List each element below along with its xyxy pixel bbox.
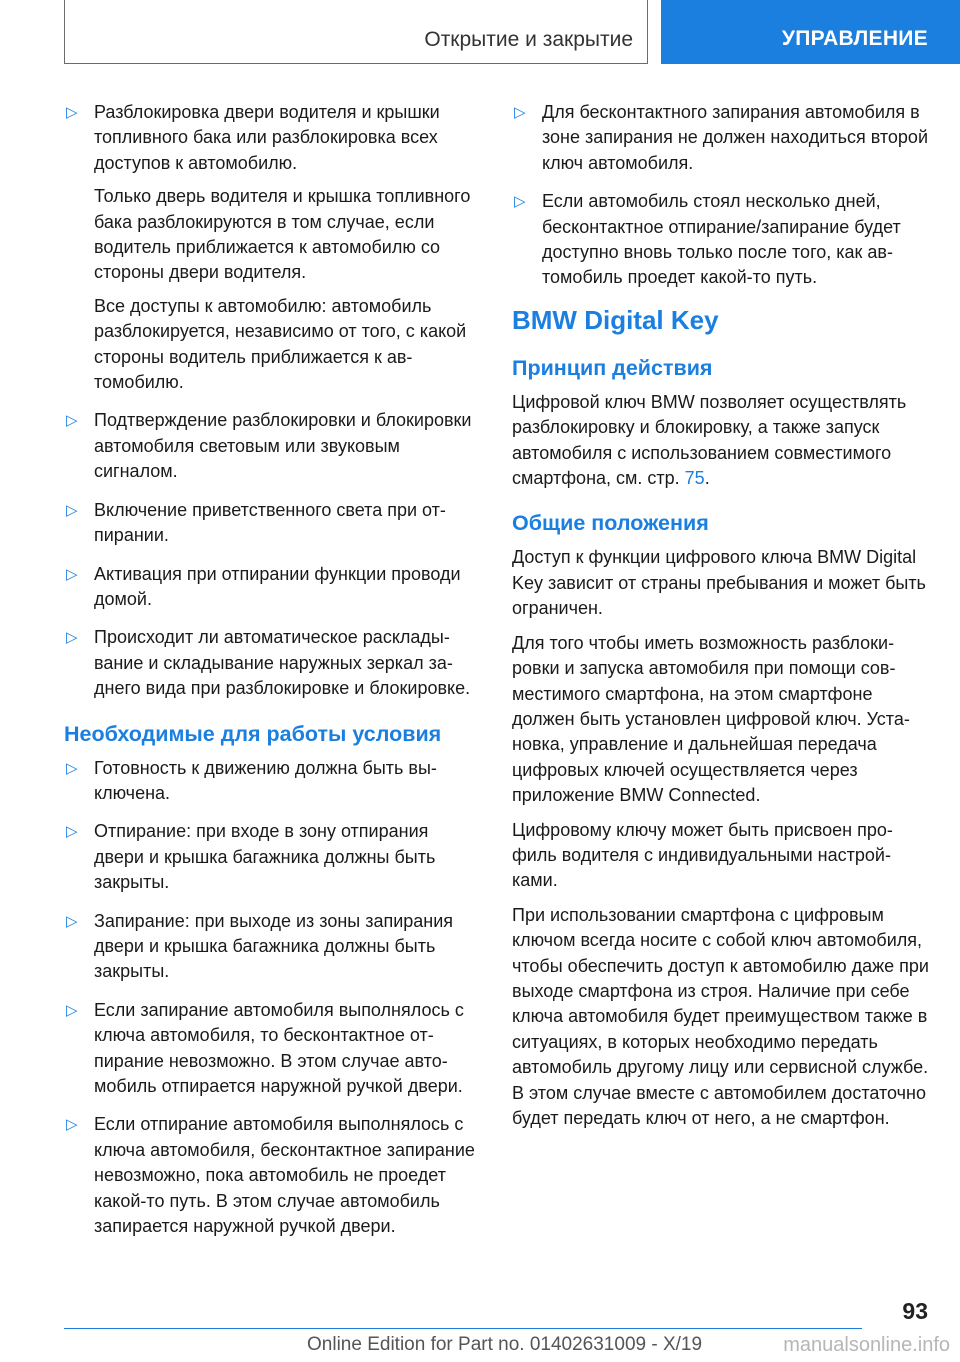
paragraph-text: Цифровой ключ BMW позволяет осуществлять разблокировку и блокировку, а также запуск автомобиля с использованием совместимого смартфона, см. стр.	[512, 391, 907, 489]
page-reference-link[interactable]: 75	[684, 468, 705, 489]
footer-divider	[64, 1328, 862, 1329]
right-column	[512, 100, 930, 1140]
page-number: 93	[902, 1298, 928, 1324]
list-item	[64, 562, 478, 613]
list-item	[512, 100, 930, 176]
list-item	[64, 100, 478, 395]
paragraph: Доступ к функции цифрового ключа BMW Digital Key зависит от страны пребывания и может быть ограничен.	[512, 547, 926, 619]
triangle-bullet-icon: ▷	[66, 412, 78, 430]
paragraph	[512, 390, 930, 492]
list-item	[64, 1112, 478, 1239]
triangle-bullet-icon: ▷	[66, 1116, 78, 1134]
bullet-text: Подтверждение разблокировки и блокировки автомобиля световым или звуковым сигналом.	[94, 410, 472, 482]
paragraph-text-end: .	[704, 468, 710, 489]
bullet-text: Готовность к движению должна быть выключена.	[94, 757, 437, 803]
triangle-bullet-icon: ▷	[66, 759, 78, 777]
list-item	[64, 498, 478, 549]
bullet-text: Для бесконтактного запирания автомобиля в зоне запирания не должен находиться второй ключ автомобиля.	[542, 102, 928, 173]
paragraph: При использовании смартфона с цифровым ключом всегда носите с собой ключ автомобиля, чтобы обеспечить доступ к автомобилю даже при выходе смартфона из строя. Наличие при себе ключа автомобиля будет преимуществом также в ситуациях, в которых необходимо передать автомобиль другому лицу или сервисной службе. В этом случае вместе с автомобилем достаточно будет передать ключ от него, а не смартфон.	[512, 904, 929, 1128]
list-item	[64, 408, 478, 484]
triangle-bullet-icon: ▷	[66, 629, 78, 647]
bullet-text: Разблокировка двери водителя и крышки топливного бака или разблокировка всех доступов к автомобилю.	[94, 102, 440, 173]
watermark: manualsonline.info	[783, 1334, 950, 1356]
bullet-text: Отпирание: при входе в зону отпирания двери и крышка багажника должны быть закрыты.	[94, 821, 436, 893]
header-section-box	[64, 0, 648, 64]
triangle-bullet-icon: ▷	[66, 1001, 78, 1019]
section-title-digital-key: BMW Digital Key	[512, 304, 719, 335]
left-column	[64, 100, 478, 1252]
bullet-text: Запирание: при выходе из зоны запирания двери и крышка багажника должны быть закрыты.	[94, 910, 454, 982]
bullet-text: Все доступы к автомобилю: автомобиль разблокируется, независимо от того, с какой стороны водитель приближается к автомобилю.	[94, 295, 467, 393]
bullet-text: Активация при отпирании функции проводи домой.	[94, 563, 461, 609]
triangle-bullet-icon: ▷	[514, 193, 526, 211]
header-section-title: Открытие и закрытие	[424, 28, 633, 51]
section-heading-conditions: Необходимые для работы условия	[64, 721, 442, 746]
triangle-bullet-icon: ▷	[514, 104, 526, 121]
bullet-text: Если автомобиль стоял несколько дней, бесконтактное отпирание/запирание будет доступно вновь только после того, как автомобиль проедет какой-то путь.	[542, 191, 901, 288]
header-chapter-tab	[661, 0, 960, 64]
edition-footer: Online Edition for Part no. 01402631009 - X/19	[307, 1334, 703, 1355]
subsection-heading-principle: Принцип действия	[512, 355, 713, 380]
triangle-bullet-icon: ▷	[66, 104, 78, 121]
list-item	[64, 756, 478, 807]
list-item	[64, 625, 478, 701]
list-item	[64, 909, 478, 985]
bullet-text: Включение приветственного света при отпирании.	[94, 499, 446, 546]
list-item	[64, 819, 478, 895]
paragraph: Для того чтобы иметь возможность разблокировки и запуска автомобиля при помощи совместимого смартфона, на этом смартфоне должен быть установлен цифровой ключ. Установка, управление и дальнейшая передача цифровых ключей осуществляется через приложение BMW Connected.	[512, 632, 910, 806]
triangle-bullet-icon: ▷	[66, 912, 78, 930]
list-item	[64, 998, 478, 1100]
bullet-text: Если отпирание автомобиля выполнялось с ключа автомобиля, бесконтактное запирание невозможно, пока автомобиль не проедет какой-то путь. В этом случае автомобиль запирается наружной ручкой двери.	[94, 1114, 475, 1237]
bullet-text: Если запирание автомобиля выполнялось с ключа автомобиля, то бесконтактное отпирание невозможно. В этом случае автомобиль отпирается наружной ручкой двери.	[94, 999, 464, 1096]
triangle-bullet-icon: ▷	[66, 823, 78, 841]
subsection-heading-general: Общие положения	[512, 511, 709, 536]
triangle-bullet-icon: ▷	[66, 501, 78, 519]
bullet-text: Происходит ли автоматическое раскладывание и складывание наружных зеркал заднего вида при разблокировке и блокировке.	[94, 627, 471, 699]
paragraph: Цифровому ключу может быть присвоен профиль водителя с индивидуальными настройками.	[512, 819, 893, 891]
list-item	[512, 189, 930, 291]
bullet-text: Только дверь водителя и крышка топливного бака разблокируются в том случае, если водитель приближается к автомобилю со стороны двери водителя.	[94, 186, 471, 283]
header-chapter-title: УПРАВЛЕНИЕ	[781, 27, 928, 50]
triangle-bullet-icon: ▷	[66, 565, 78, 583]
